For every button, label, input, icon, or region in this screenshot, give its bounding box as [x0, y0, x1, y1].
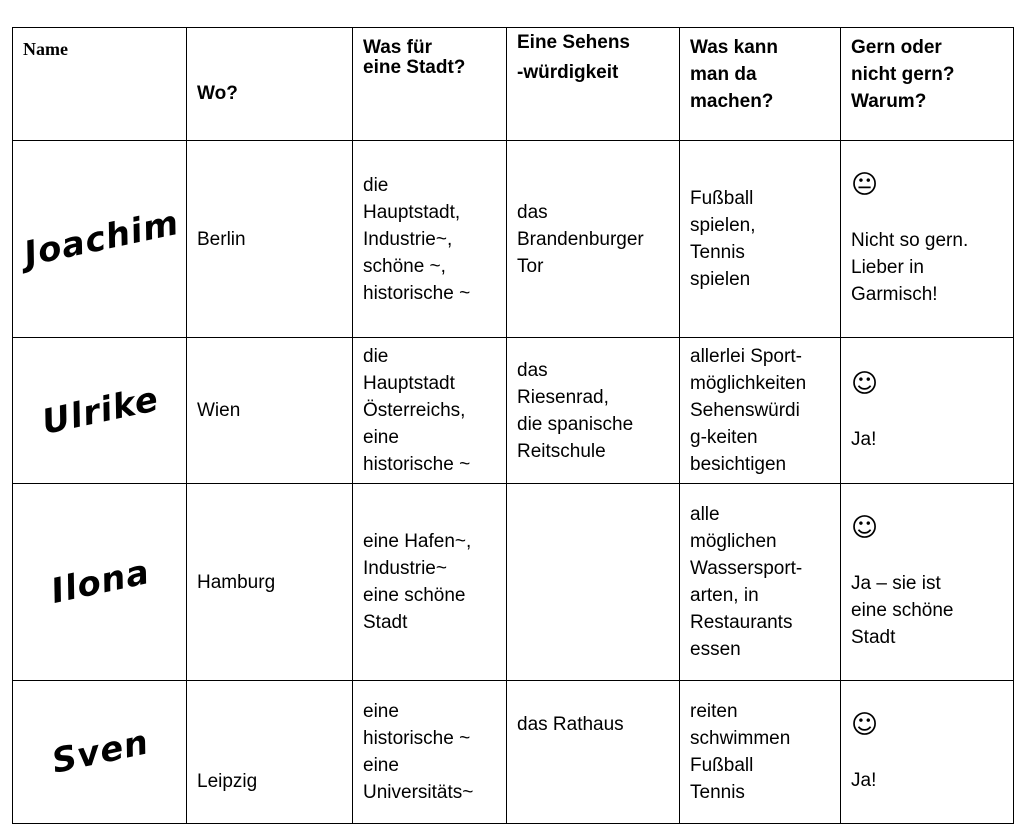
- sehens-cell: [507, 484, 680, 681]
- machen-cell: allerlei Sport- möglichkeiten Sehenswürdi g-keiten besichtigen: [680, 338, 841, 484]
- stadt-cell: die Hauptstadt Österreichs, eine historische ~: [353, 338, 507, 484]
- sehens-cell: das Riesenrad, die spanische Reitschule: [507, 338, 680, 484]
- smiley-face-icon: ☺: [851, 710, 879, 740]
- stadt-cell: eine historische ~ eine Universitäts~: [353, 681, 507, 824]
- header-name: Name: [13, 28, 187, 141]
- machen-cell: Fußball spielen, Tennis spielen: [680, 141, 841, 338]
- header-wo: Wo?: [187, 28, 353, 141]
- table-row: [13, 681, 1014, 824]
- machen-cell: reiten schwimmen Fußball Tennis: [680, 681, 841, 824]
- header-sehenswuerdigkeit: Eine Sehens -würdigkeit: [507, 28, 680, 141]
- sehens-cell: das Rathaus: [507, 681, 680, 824]
- gern-text: Ja – sie ist eine schöne Stadt: [851, 573, 954, 648]
- table-row: [13, 338, 1014, 484]
- machen-cell: alle möglichen Wassersport- arten, in Restaurants essen: [680, 484, 841, 681]
- name-cell: [13, 484, 187, 681]
- header-row: [13, 28, 1014, 141]
- stadt-cell: die Hauptstadt, Industrie~, schöne ~, historische ~: [353, 141, 507, 338]
- name-cell: [13, 681, 187, 824]
- gern-text: Ja!: [851, 428, 877, 450]
- smiley-face-icon: ☺: [851, 368, 879, 399]
- wo-cell: Leipzig: [187, 681, 353, 824]
- gern-text: Ja!: [851, 770, 877, 791]
- header-stadt: Was für eine Stadt?: [353, 28, 507, 141]
- gern-cell: [841, 338, 1014, 484]
- table-row: [13, 141, 1014, 338]
- smiley-face-icon: ☺: [851, 513, 879, 543]
- wo-cell: Wien: [187, 338, 353, 484]
- person-name: Joachim: [20, 202, 183, 275]
- name-cell: [13, 141, 187, 338]
- gern-text: Nicht so gern. Lieber in Garmisch!: [851, 230, 969, 305]
- person-name: Sven: [48, 722, 153, 782]
- name-cell: [13, 338, 187, 484]
- neutral-face-icon: 😐: [851, 170, 879, 200]
- gern-cell: [841, 141, 1014, 338]
- city-table: [12, 27, 1014, 824]
- table-row: [13, 484, 1014, 681]
- gern-cell: [841, 484, 1014, 681]
- wo-cell: Hamburg: [187, 484, 353, 681]
- stadt-cell: eine Hafen~, Industrie~ eine schöne Stadt: [353, 484, 507, 681]
- wo-cell: Berlin: [187, 141, 353, 338]
- sehens-cell: das Brandenburger Tor: [507, 141, 680, 338]
- header-machen: Was kann man da machen?: [680, 28, 841, 141]
- person-name: Ilona: [47, 552, 154, 612]
- person-name: Ulrike: [38, 378, 163, 443]
- header-gern: Gern oder nicht gern? Warum?: [841, 28, 1014, 141]
- gern-cell: [841, 681, 1014, 824]
